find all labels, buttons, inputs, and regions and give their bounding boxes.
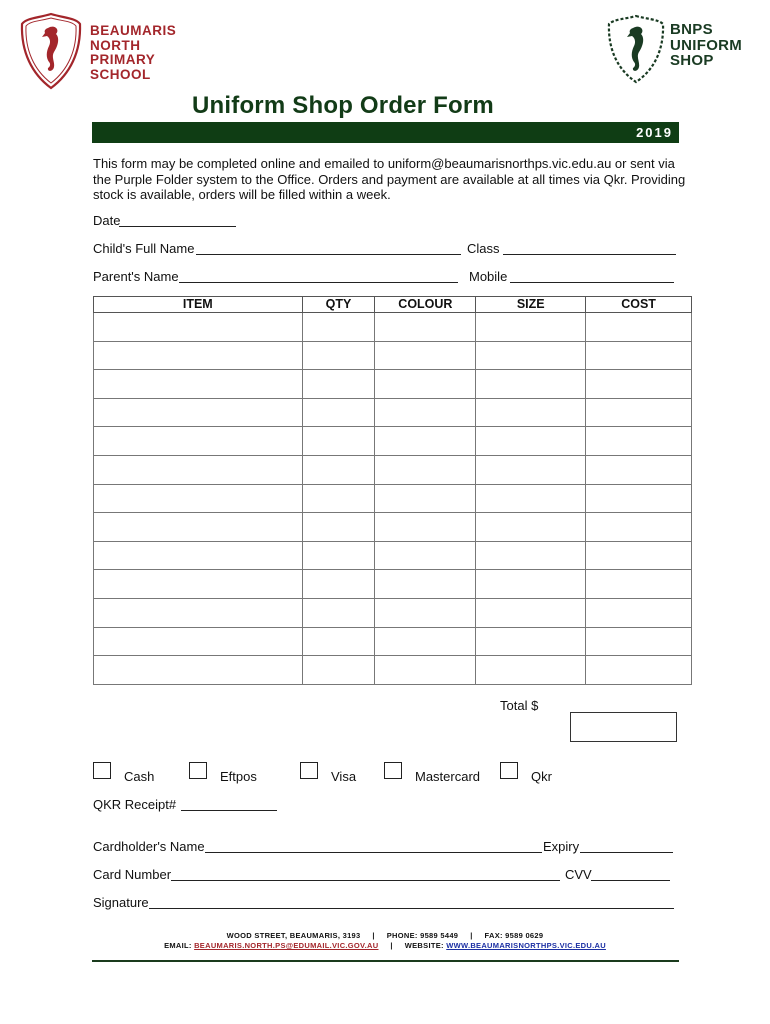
table-header-row <box>94 297 692 313</box>
expiry-label: Expiry <box>543 839 580 854</box>
colour-cell[interactable] <box>375 341 476 370</box>
intro-text: This form may be completed online and emailed to uniform@beaumarisnorthps.vic.edu.au or sent via the Purple Folder system to the Office. Orders and payment are available at all times via Qkr. Providing stock is available, orders will be filled within a week. <box>93 156 686 202</box>
item-cell[interactable] <box>94 570 303 599</box>
qty-cell[interactable] <box>302 570 375 599</box>
size-cell[interactable] <box>476 427 586 456</box>
cost-cell[interactable] <box>586 484 692 513</box>
cash-checkbox[interactable] <box>93 762 111 779</box>
item-cell[interactable] <box>94 484 303 513</box>
card-number-label: Card Number <box>93 867 172 882</box>
colour-cell[interactable] <box>375 370 476 399</box>
colour-cell[interactable] <box>375 627 476 656</box>
cost-cell[interactable] <box>586 513 692 542</box>
footer-separator: | <box>372 931 375 940</box>
table-row <box>94 513 692 542</box>
shop-name-line-1: BNPS <box>670 21 713 38</box>
footer-email-link[interactable]: BEAUMARIS.NORTH.PS@EDUMAIL.VIC.GOV.AU <box>194 941 379 950</box>
school-name <box>90 24 176 82</box>
cost-cell[interactable] <box>586 598 692 627</box>
qty-cell[interactable] <box>302 398 375 427</box>
size-cell[interactable] <box>476 627 586 656</box>
item-cell[interactable] <box>94 541 303 570</box>
column-header-qty: QTY <box>302 297 375 313</box>
shop-name <box>670 22 742 69</box>
cardholder-name-label: Cardholder's Name <box>93 839 205 854</box>
signature-label: Signature <box>93 895 149 910</box>
size-cell[interactable] <box>476 341 586 370</box>
eftpos-checkbox[interactable] <box>189 762 207 779</box>
qty-cell[interactable] <box>302 455 375 484</box>
child-name-field[interactable] <box>196 254 461 255</box>
footer-separator: | <box>470 931 473 940</box>
footer-address: WOOD STREET, BEAUMARIS, 3193 <box>226 931 361 940</box>
item-cell[interactable] <box>94 341 303 370</box>
size-cell[interactable] <box>476 570 586 599</box>
colour-cell[interactable] <box>375 570 476 599</box>
class-label: Class <box>467 241 500 256</box>
colour-cell[interactable] <box>375 455 476 484</box>
footer-website-link[interactable]: WWW.BEAUMARISNORTHPS.VIC.EDU.AU <box>446 941 606 950</box>
qkr-receipt-field[interactable] <box>181 810 277 811</box>
size-cell[interactable] <box>476 513 586 542</box>
cost-cell[interactable] <box>586 627 692 656</box>
colour-cell[interactable] <box>375 513 476 542</box>
size-cell[interactable] <box>476 656 586 685</box>
signature-field[interactable] <box>149 908 674 909</box>
column-header-cost: COST <box>586 297 692 313</box>
table-row <box>94 627 692 656</box>
mastercard-label: Mastercard <box>415 769 481 784</box>
item-cell[interactable] <box>94 455 303 484</box>
item-cell[interactable] <box>94 627 303 656</box>
column-header-item: ITEM <box>94 297 303 313</box>
footer-email-label: EMAIL: <box>164 941 192 950</box>
cost-cell[interactable] <box>586 570 692 599</box>
school-crest-logo <box>20 12 82 90</box>
cost-cell[interactable] <box>586 541 692 570</box>
size-cell[interactable] <box>476 541 586 570</box>
table-row <box>94 541 692 570</box>
item-cell[interactable] <box>94 313 303 342</box>
table-row <box>94 484 692 513</box>
mastercard-checkbox[interactable] <box>384 762 402 779</box>
size-cell[interactable] <box>476 455 586 484</box>
total-label: Total $ <box>500 698 539 713</box>
school-name-line-1: BEAUMARIS <box>90 23 177 38</box>
school-name-line-4: SCHOOL <box>90 66 151 82</box>
item-cell[interactable] <box>94 513 303 542</box>
footer-phone: PHONE: 9589 5449 <box>386 931 459 940</box>
item-cell[interactable] <box>94 598 303 627</box>
table-row <box>94 598 692 627</box>
form-year: 2019 <box>636 125 673 140</box>
table-row <box>94 656 692 685</box>
title-bar <box>92 122 679 143</box>
cost-cell[interactable] <box>586 370 692 399</box>
cost-cell[interactable] <box>586 427 692 456</box>
class-field[interactable] <box>503 254 676 255</box>
cost-cell[interactable] <box>586 398 692 427</box>
expiry-field[interactable] <box>580 852 673 853</box>
cash-label: Cash <box>124 769 155 784</box>
colour-cell[interactable] <box>375 656 476 685</box>
qty-cell[interactable] <box>302 427 375 456</box>
item-cell[interactable] <box>94 398 303 427</box>
total-field[interactable] <box>570 712 677 742</box>
colour-cell[interactable] <box>375 398 476 427</box>
table-row <box>94 427 692 456</box>
cost-cell[interactable] <box>586 341 692 370</box>
table-row <box>94 455 692 484</box>
footer-web-line <box>0 941 770 950</box>
cvv-label: CVV <box>565 867 592 882</box>
colour-cell[interactable] <box>375 484 476 513</box>
cost-cell[interactable] <box>586 313 692 342</box>
shop-name-line-3: SHOP <box>670 52 714 69</box>
table-row <box>94 398 692 427</box>
colour-cell[interactable] <box>375 541 476 570</box>
mobile-label: Mobile <box>469 269 508 284</box>
footer-separator: | <box>390 941 393 950</box>
colour-cell[interactable] <box>375 427 476 456</box>
table-row <box>94 313 692 342</box>
footer-contact-line <box>0 931 770 940</box>
table-row <box>94 570 692 599</box>
item-cell[interactable] <box>94 370 303 399</box>
card-number-field[interactable] <box>171 880 560 881</box>
size-cell[interactable] <box>476 598 586 627</box>
parent-name-field[interactable] <box>179 282 458 283</box>
item-cell[interactable] <box>94 427 303 456</box>
visa-label: Visa <box>331 769 357 784</box>
school-name-line-3: PRIMARY <box>90 52 156 67</box>
date-field[interactable] <box>119 226 236 227</box>
qty-cell[interactable] <box>302 627 375 656</box>
order-table <box>93 296 692 685</box>
form-title: Uniform Shop Order Form <box>192 92 494 119</box>
cvv-field[interactable] <box>591 880 670 881</box>
footer-fax: FAX: 9589 0629 <box>484 931 544 940</box>
size-cell[interactable] <box>476 370 586 399</box>
footer-website-label: WEBSITE: <box>404 941 444 950</box>
size-cell[interactable] <box>476 313 586 342</box>
qty-cell[interactable] <box>302 513 375 542</box>
qkr-checkbox[interactable] <box>500 762 518 779</box>
parent-name-label: Parent's Name <box>93 269 179 284</box>
uniform-shop-logo <box>606 14 666 84</box>
qkr-label: Qkr <box>531 769 552 784</box>
cost-cell[interactable] <box>586 455 692 484</box>
cost-cell[interactable] <box>586 656 692 685</box>
colour-cell[interactable] <box>375 313 476 342</box>
table-row <box>94 370 692 399</box>
qkr-receipt-label: QKR Receipt# <box>93 797 177 812</box>
qty-cell[interactable] <box>302 598 375 627</box>
colour-cell[interactable] <box>375 598 476 627</box>
qty-cell[interactable] <box>302 313 375 342</box>
cardholder-name-field[interactable] <box>205 852 542 853</box>
size-cell[interactable] <box>476 484 586 513</box>
qty-cell[interactable] <box>302 341 375 370</box>
school-name-line-2: NORTH <box>90 37 141 53</box>
shop-name-line-2: UNIFORM <box>670 36 743 54</box>
qty-cell[interactable] <box>302 370 375 399</box>
bottom-divider <box>92 960 679 962</box>
table-row <box>94 341 692 370</box>
column-header-colour: COLOUR <box>375 297 476 313</box>
mobile-field[interactable] <box>510 282 674 283</box>
date-label: Date <box>93 213 121 228</box>
child-name-label: Child's Full Name <box>93 241 195 256</box>
item-cell[interactable] <box>94 656 303 685</box>
size-cell[interactable] <box>476 398 586 427</box>
qty-cell[interactable] <box>302 484 375 513</box>
qty-cell[interactable] <box>302 541 375 570</box>
column-header-size: SIZE <box>476 297 586 313</box>
qty-cell[interactable] <box>302 656 375 685</box>
eftpos-label: Eftpos <box>220 769 257 784</box>
visa-checkbox[interactable] <box>300 762 318 779</box>
